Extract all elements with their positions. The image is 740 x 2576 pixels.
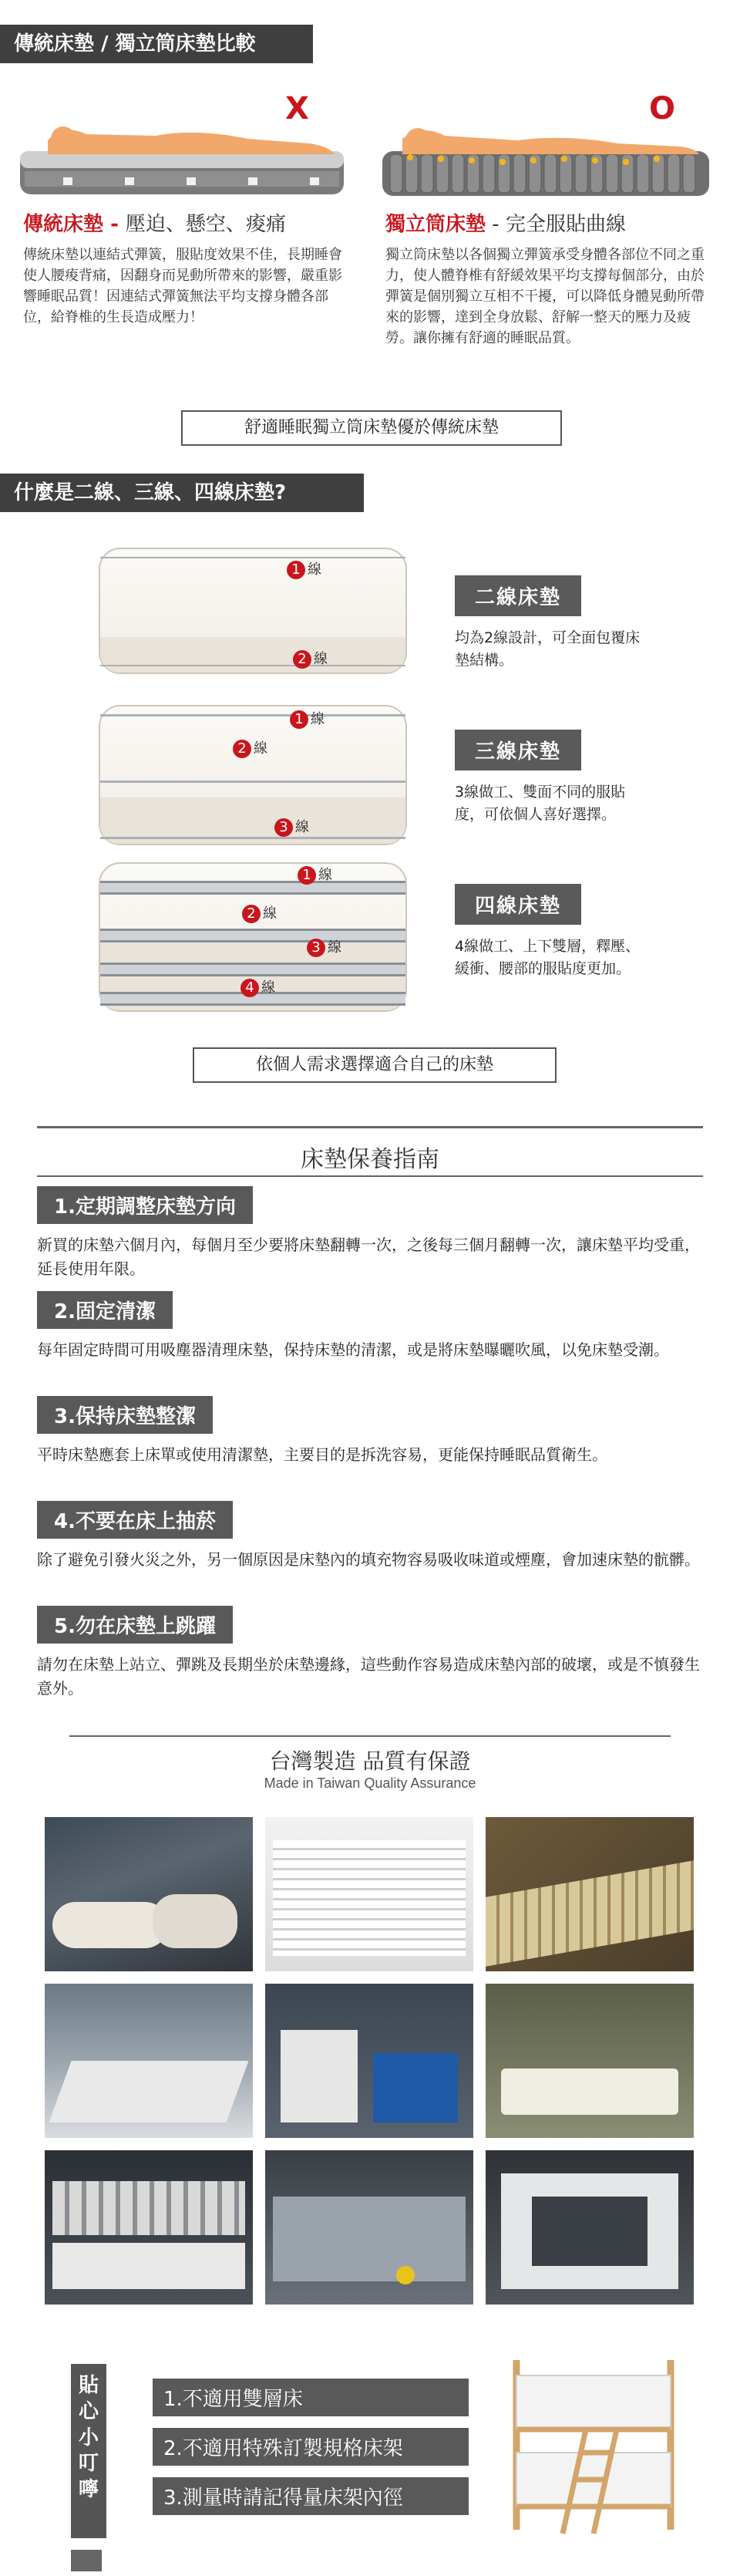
care-title: 床墊保養指南 [301, 1146, 439, 1173]
compare-summary: 舒適睡眠獨立筒床墊優於傳統床墊 [181, 410, 562, 446]
factory-photo-fabric-rolls [45, 1817, 253, 1971]
two-line-label-2: 2 線 [293, 648, 328, 669]
mark-bad: X [285, 91, 309, 126]
tips-heading: 貼 心 小 叮 嚀 [71, 2364, 106, 2538]
factory-photo-spring-layer [486, 1817, 694, 1971]
pocket-description [385, 213, 717, 349]
four-line-info [455, 884, 648, 979]
care-item-4 [37, 1501, 700, 1572]
tip-1: 1.不適用雙層床 [153, 2379, 469, 2416]
factory-photo-mattress-assembly [486, 1984, 694, 2138]
care-item-1-label: 1.定期調整床墊方向 [37, 1186, 253, 1224]
pocket-text: 獨立筒床墊以各個獨立彈簧承受身體各部位不同之重力，使人體脊椎有舒緩效果平均支撐每個部分，由於彈簧是個別獨立互相不干擾，可以降低身體晃動所帶來的影響，達到全身放鬆、舒解一整天的壓力及疲勞。讓你擁有舒適的睡眠品質。 [385, 247, 705, 347]
three-line-info [455, 730, 648, 825]
care-item-3 [37, 1396, 700, 1467]
bunk-bed-illustration [493, 2345, 694, 2537]
two-line-title: 二線床墊 [455, 575, 581, 616]
section-title-lines: 什麼是二線、三線、四線床墊? [0, 474, 364, 512]
factory-photo-cutting-table [45, 1984, 253, 2138]
care-item-4-label: 4.不要在床上抽菸 [37, 1501, 233, 1539]
pocket-title: 獨立筒床墊 - 完全服貼曲線 [385, 213, 626, 236]
four-line-desc: 4線做工、上下雙層，釋壓、緩衝、腰部的服貼度更加。 [455, 938, 641, 977]
mark-good: O [649, 91, 676, 126]
care-item-1-text: 新買的床墊六個月內，每個月至少要將床墊翻轉一次，之後每三個月翻轉一次，讓床墊平均受重，延長使用年限。 [37, 1236, 700, 1278]
three-line-mattress-image [99, 705, 407, 845]
care-item-2-text: 每年固定時間可用吸塵器清理床墊，保持床墊的清潔，或是將床墊曝曬吹風，以免床墊受潮。 [37, 1340, 669, 1359]
three-line-label-3: 3 線 [274, 816, 309, 837]
section-title-compare: 傳統床墊 / 獨立筒床墊比較 [0, 25, 313, 63]
care-item-3-label: 3.保持床墊整潔 [37, 1396, 213, 1434]
three-line-label-1: 1 線 [290, 708, 325, 729]
two-line-desc: 均為2線設計，可全面包覆床墊結構。 [455, 629, 641, 669]
factory-photo-foam-sheets [265, 1817, 473, 1971]
traditional-text: 傳統床墊以連結式彈簧，服貼度效果不佳，長期睡會使人腰痠背痛，因翻身而晃動所帶來的影響，嚴重影響睡眠品質！因連結式彈簧無法平均支撐身體各部位，給脊椎的生長造成壓力！ [23, 247, 342, 326]
tip-3: 3.測量時請記得量床架內徑 [153, 2477, 469, 2515]
bottom-marker [71, 2550, 102, 2571]
lines-summary: 依個人需求選擇適合自己的床墊 [193, 1047, 557, 1083]
four-line-label-3: 3 線 [307, 936, 341, 957]
four-line-label-2: 2 線 [242, 902, 277, 923]
care-item-1 [37, 1186, 700, 1281]
care-item-5 [37, 1606, 700, 1701]
taiwan-divider [69, 1735, 671, 1737]
three-line-desc: 3線做工、雙面不同的服貼度，可依個人喜好選擇。 [455, 784, 626, 823]
three-line-title: 三線床墊 [455, 730, 581, 770]
three-line-label-2: 2 線 [233, 737, 267, 758]
factory-photo-quilting-machine [265, 1984, 473, 2138]
factory-photo-production-line [265, 2150, 473, 2305]
care-item-2-label: 2.固定清潔 [37, 1291, 173, 1329]
care-item-5-label: 5.勿在床墊上跳躍 [37, 1606, 233, 1644]
care-item-3-text: 平時床墊應套上床單或使用清潔墊，主要目的是拆洗容易，更能保持睡眠品質衛生。 [37, 1445, 607, 1464]
care-divider-top [37, 1126, 703, 1128]
taiwan-subtitle: Made in Taiwan Quality Assurance [264, 1775, 476, 1791]
two-line-label-1: 1 線 [287, 558, 321, 579]
traditional-title: 傳統床墊 - 壓迫、懸空、痠痛 [23, 213, 286, 236]
four-line-title: 四線床墊 [455, 884, 581, 925]
care-item-4-text: 除了避免引發火災之外，另一個原因是床墊內的填充物容易吸收味道或煙塵，會加速床墊的骯髒。 [37, 1550, 700, 1569]
two-line-mattress-image [99, 548, 407, 674]
care-item-5-text: 請勿在床墊上站立、彈跳及長期坐於床墊邊緣，這些動作容易造成床墊內部的破壞，或是不慎發生意外。 [37, 1655, 700, 1698]
taiwan-title: 台灣製造 品質有保證 [269, 1748, 471, 1774]
four-line-label-4: 4 線 [240, 976, 275, 997]
four-line-label-1: 1 線 [298, 864, 332, 885]
factory-photo-embroidery-machines [45, 2150, 253, 2305]
tip-2: 2.不適用特殊訂製規格床架 [153, 2428, 469, 2466]
traditional-description [23, 213, 347, 328]
care-item-2 [37, 1291, 700, 1362]
care-divider-bottom [37, 1175, 703, 1177]
factory-photo-spring-machine [486, 2150, 694, 2305]
two-line-info [455, 575, 648, 671]
